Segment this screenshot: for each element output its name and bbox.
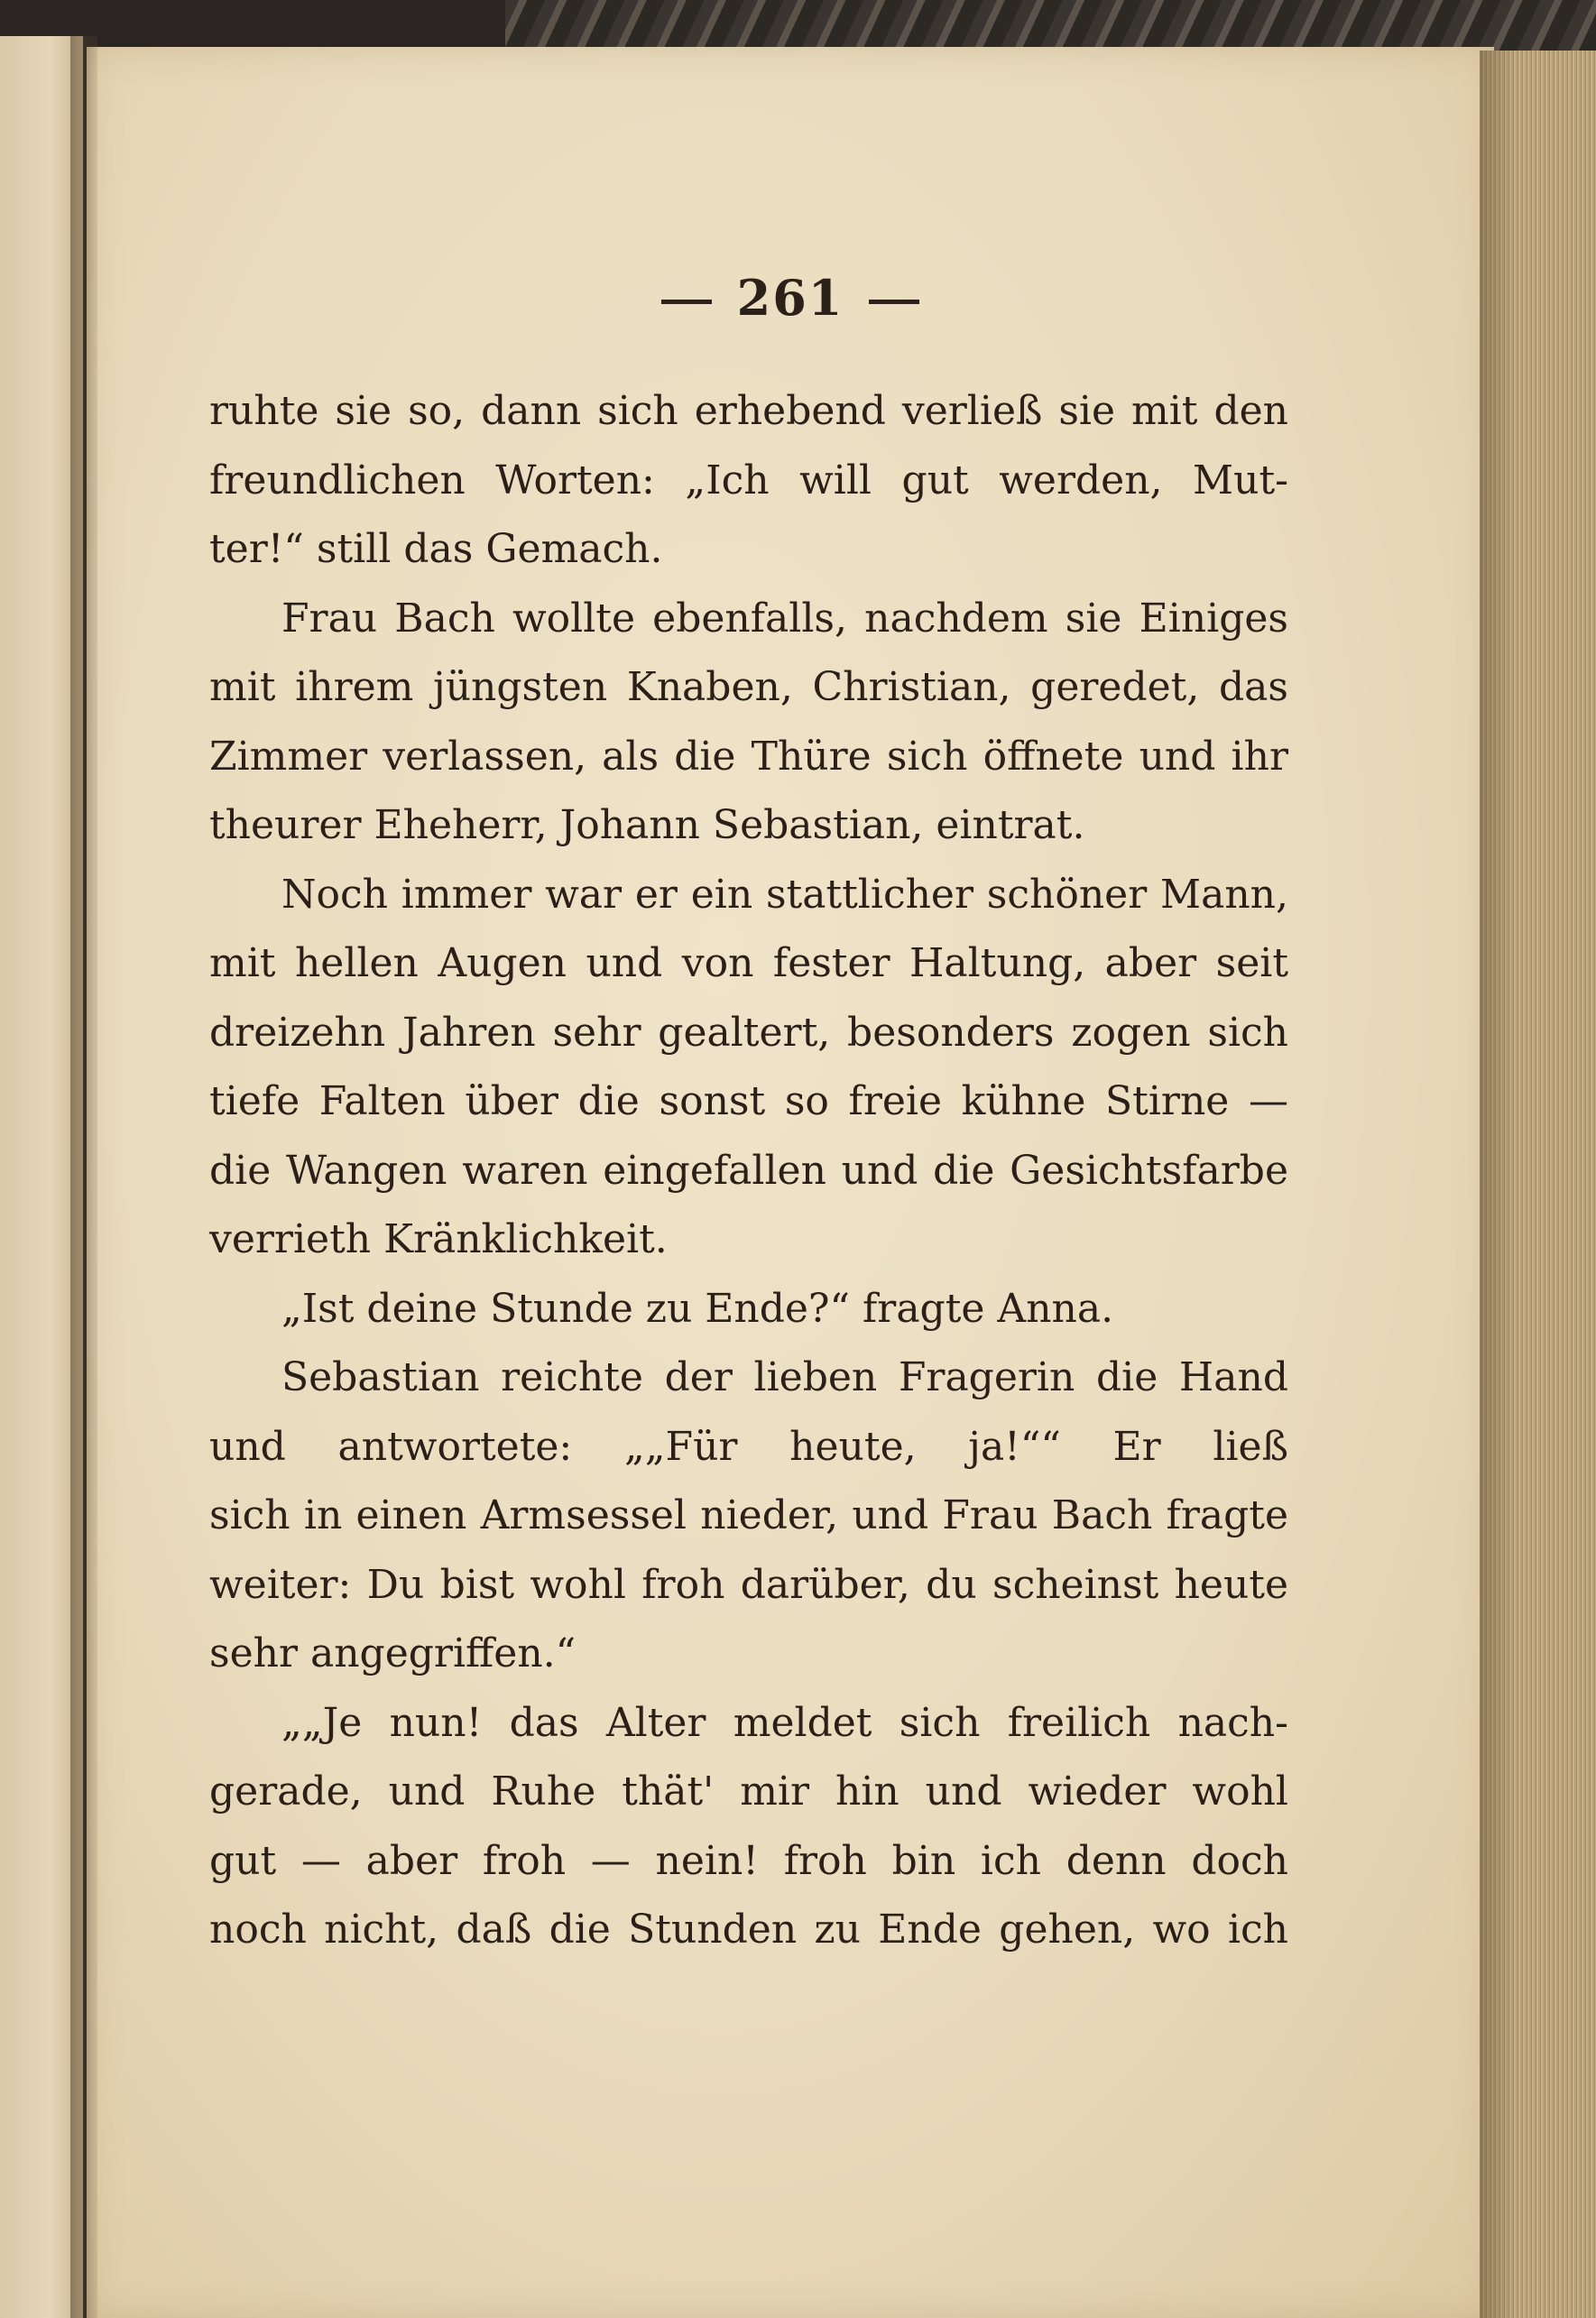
text-line: gut — aber froh — nein! froh bin ich denn doch: [209, 1837, 1288, 1884]
text-line: Frau Bach wollte ebenfalls, nachdem sie Einiges: [281, 595, 1288, 642]
text-line: freundlichen Worten: „Ich will gut werden, Mut-: [209, 457, 1288, 503]
running-head: [87, 269, 1494, 327]
marbled-cover-edge: [505, 0, 1596, 52]
running-head-left-dash: [661, 300, 712, 304]
text-line: die Wangen waren eingefallen und die Gesichtsfarbe: [209, 1147, 1288, 1194]
text-line: dreizehn Jahren sehr gealtert, besonders zogen sich: [209, 1009, 1288, 1056]
text-line: verrieth Kränklichkeit.: [209, 1216, 668, 1262]
text-line: ruhte sie so, dann sich erhebend verließ sie mit den: [209, 388, 1288, 434]
text-line: gerade, und Ruhe thät' mir hin und wieder wohl: [209, 1769, 1288, 1815]
gutter-shadow: [70, 36, 97, 2318]
text-line: weiter: Du bist wohl froh darüber, du scheinst heute: [209, 1561, 1288, 1608]
text-line: Zimmer verlassen, als die Thüre sich öffnete und ihr: [209, 733, 1288, 780]
text-line: „„Je nun! das Alter meldet sich freilich nach-: [281, 1699, 1288, 1746]
text-line: mit hellen Augen und von fester Haltung, aber seit: [209, 940, 1288, 986]
text-line: tiefe Falten über die sonst so freie kühne Stirne —: [209, 1078, 1288, 1124]
text-line: Sebastian reichte der lieben Fragerin die Hand: [281, 1354, 1288, 1400]
text-line: theurer Eheherr, Johann Sebastian, eintrat.: [209, 802, 1085, 848]
fore-edge-shadow: [1480, 51, 1516, 2318]
body-text: [209, 377, 1288, 1965]
running-head-right-dash: [869, 300, 919, 304]
text-line: ter!“ still das Gemach.: [209, 526, 663, 572]
text-line: mit ihrem jüngsten Knaben, Christian, geredet, das: [209, 664, 1288, 710]
text-line: Noch immer war er ein stattlicher schöner Mann,: [281, 871, 1288, 918]
text-line: noch nicht, daß die Stunden zu Ende gehen, wo ich: [209, 1907, 1288, 1953]
text-line: sich in einen Armsessel nieder, und Frau Bach fragte: [209, 1492, 1288, 1538]
page-number: 261: [736, 269, 844, 327]
text-line: sehr angegriffen.“: [209, 1630, 577, 1676]
text-line: und antwortete: „„Für heute, ja!““ Er ließ: [209, 1423, 1288, 1470]
text-line: „Ist deine Stunde zu Ende?“ fragte Anna.: [281, 1285, 1114, 1332]
